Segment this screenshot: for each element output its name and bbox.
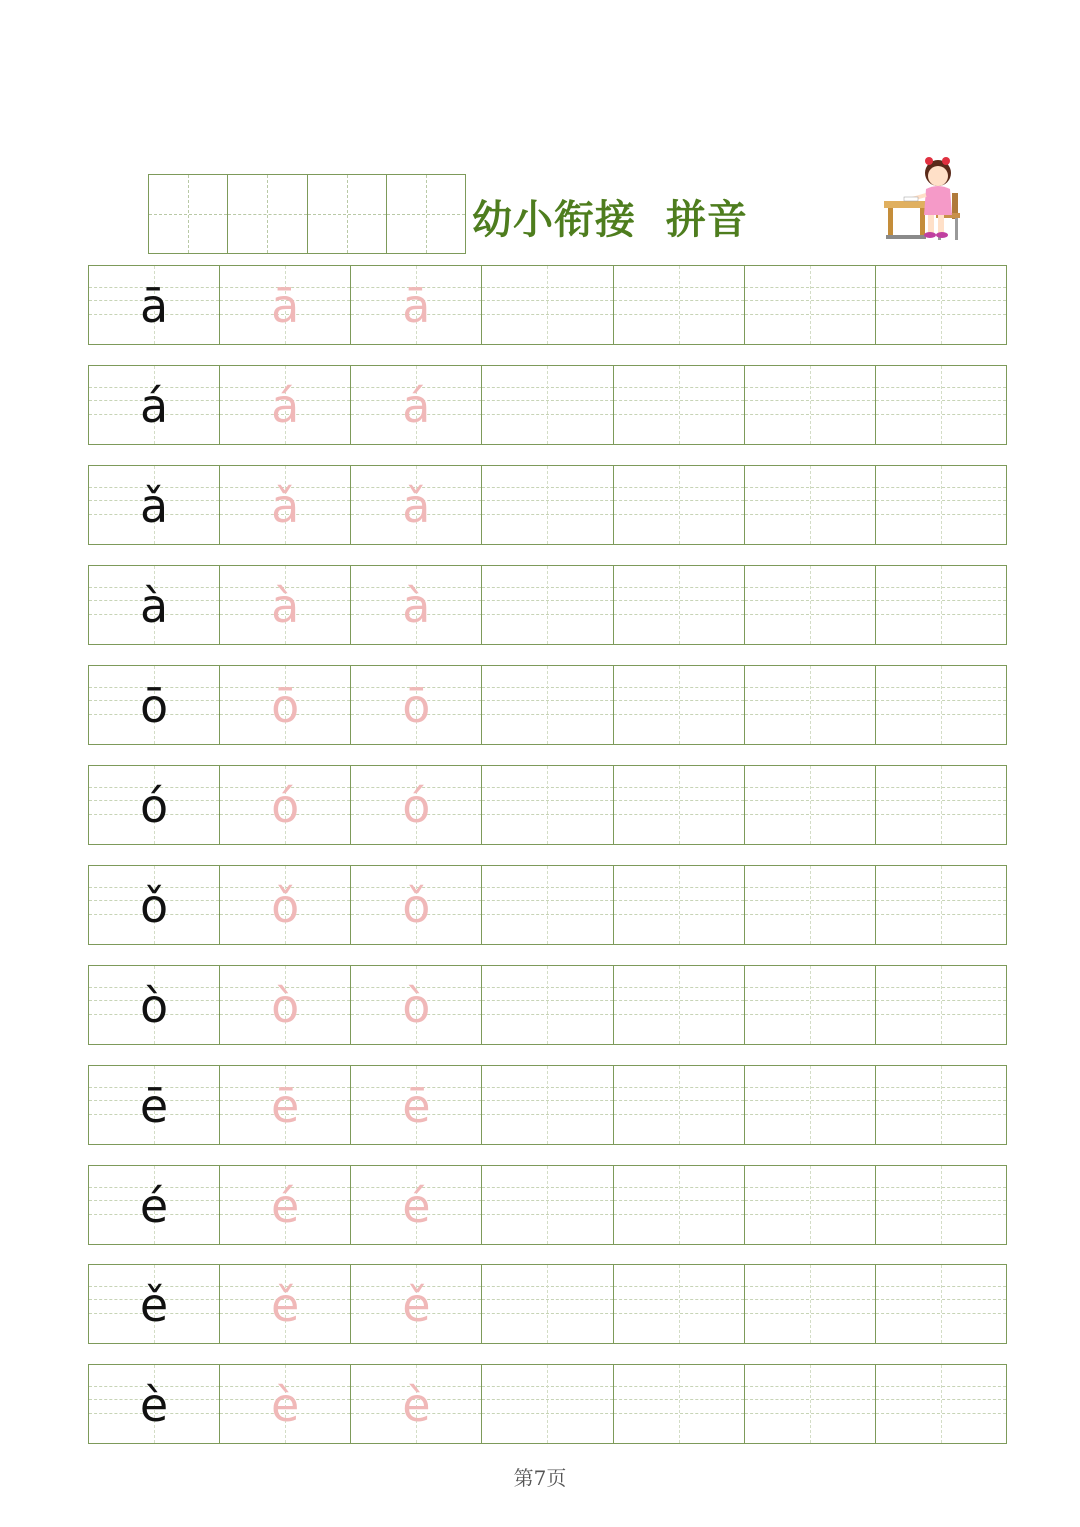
blank-writing-cell[interactable] [745,566,876,644]
model-letter: ā [139,279,169,333]
trace-cell [220,766,351,844]
blank-writing-cell[interactable] [876,966,1006,1044]
blank-writing-cell[interactable] [745,1265,876,1343]
model-cell [89,1265,220,1343]
blank-writing-cell[interactable] [876,766,1006,844]
blank-writing-cell[interactable] [745,666,876,744]
model-cell [89,566,220,644]
blank-writing-cell[interactable] [614,266,745,344]
blank-writing-cell[interactable] [614,566,745,644]
trace-letter: à [402,579,431,633]
blank-writing-cell[interactable] [614,466,745,544]
model-letter: é [139,1179,169,1233]
blank-writing-cell[interactable] [745,266,876,344]
model-letter: ǒ [139,879,169,933]
trace-letter: é [402,1179,431,1233]
trace-letter: ǎ [271,479,300,533]
blank-writing-cell[interactable] [614,666,745,744]
blank-writing-cell[interactable] [876,1365,1006,1443]
trace-cell [220,366,351,444]
trace-cell [220,1066,351,1144]
blank-writing-cell[interactable] [876,1066,1006,1144]
trace-cell [220,666,351,744]
blank-writing-cell[interactable] [745,866,876,944]
blank-writing-cell[interactable] [614,1365,745,1443]
trace-cell [351,1265,482,1343]
blank-writing-cell[interactable] [745,766,876,844]
blank-writing-cell[interactable] [482,966,613,1044]
practice-row [88,665,1007,745]
trace-cell [351,1365,482,1443]
name-box[interactable] [308,175,387,253]
page-title: 幼小衔接 拼音 [472,196,748,243]
blank-writing-cell[interactable] [876,466,1006,544]
trace-letter: ě [271,1278,300,1332]
trace-cell [351,366,482,444]
model-letter: ó [139,779,169,833]
practice-row [88,765,1007,845]
trace-cell [351,266,482,344]
name-box[interactable] [149,175,228,253]
blank-writing-cell[interactable] [482,1265,613,1343]
trace-letter: á [271,379,300,433]
trace-letter: ā [271,279,300,333]
trace-letter: è [402,1378,431,1432]
practice-row [88,865,1007,945]
blank-writing-cell[interactable] [614,1166,745,1244]
name-box[interactable] [387,175,465,253]
trace-cell [220,1265,351,1343]
trace-letter: ǎ [402,479,431,533]
practice-row [88,565,1007,645]
blank-writing-cell[interactable] [482,1166,613,1244]
trace-letter: è [271,1378,300,1432]
model-letter: ě [139,1278,169,1332]
trace-cell [351,466,482,544]
blank-writing-cell[interactable] [745,366,876,444]
trace-letter: ō [271,679,300,733]
model-letter: ō [139,679,169,733]
trace-cell [220,1166,351,1244]
blank-writing-cell[interactable] [482,766,613,844]
blank-writing-cell[interactable] [876,666,1006,744]
blank-writing-cell[interactable] [745,1365,876,1443]
model-letter: è [139,1378,169,1432]
blank-writing-cell[interactable] [614,1265,745,1343]
blank-writing-cell[interactable] [614,966,745,1044]
blank-writing-cell[interactable] [876,1265,1006,1343]
blank-writing-cell[interactable] [614,1066,745,1144]
trace-cell [351,1166,482,1244]
practice-row [88,465,1007,545]
trace-cell [351,866,482,944]
blank-writing-cell[interactable] [482,1066,613,1144]
blank-writing-cell[interactable] [482,666,613,744]
trace-letter: ō [402,679,431,733]
model-cell [89,266,220,344]
model-letter: à [139,579,169,633]
trace-letter: ě [402,1278,431,1332]
name-boxes [148,174,466,254]
model-cell [89,1166,220,1244]
trace-cell [351,1066,482,1144]
trace-cell [351,566,482,644]
practice-row [88,1165,1007,1245]
blank-writing-cell[interactable] [745,1166,876,1244]
blank-writing-cell[interactable] [745,466,876,544]
practice-row [88,1364,1007,1444]
blank-writing-cell[interactable] [745,1066,876,1144]
trace-letter: ò [402,979,431,1033]
model-letter: á [139,379,169,433]
practice-row [88,1264,1007,1344]
model-letter: ò [139,979,169,1033]
practice-row [88,1065,1007,1145]
model-cell [89,766,220,844]
blank-writing-cell[interactable] [614,366,745,444]
name-box[interactable] [228,175,307,253]
blank-writing-cell[interactable] [482,466,613,544]
trace-letter: ā [402,279,431,333]
practice-row [88,265,1007,345]
trace-letter: à [271,579,300,633]
trace-letter: ǒ [402,879,431,933]
blank-writing-cell[interactable] [482,566,613,644]
girl-writing-at-desk-icon [880,155,972,243]
trace-letter: é [271,1179,300,1233]
model-cell [89,1365,220,1443]
trace-cell [220,966,351,1044]
trace-cell [220,266,351,344]
trace-letter: ē [271,1079,300,1133]
trace-cell [351,966,482,1044]
practice-row [88,365,1007,445]
trace-cell [220,866,351,944]
model-cell [89,666,220,744]
trace-letter: ò [271,979,300,1033]
trace-letter: ó [402,779,431,833]
model-cell [89,1066,220,1144]
blank-writing-cell[interactable] [482,866,613,944]
trace-cell [220,1365,351,1443]
model-letter: ǎ [139,479,169,533]
trace-letter: ē [402,1079,431,1133]
model-cell [89,366,220,444]
trace-cell [220,566,351,644]
blank-writing-cell[interactable] [745,966,876,1044]
blank-writing-cell[interactable] [482,1365,613,1443]
model-cell [89,466,220,544]
trace-letter: ó [271,779,300,833]
blank-writing-cell[interactable] [482,266,613,344]
page-number: 第7页 [513,1466,567,1490]
blank-writing-cell[interactable] [614,766,745,844]
blank-writing-cell[interactable] [876,266,1006,344]
blank-writing-cell[interactable] [876,366,1006,444]
trace-cell [351,766,482,844]
blank-writing-cell[interactable] [614,866,745,944]
blank-writing-cell[interactable] [482,366,613,444]
blank-writing-cell[interactable] [876,1166,1006,1244]
blank-writing-cell[interactable] [876,566,1006,644]
model-cell [89,866,220,944]
model-letter: ē [139,1079,169,1133]
model-cell [89,966,220,1044]
practice-row [88,965,1007,1045]
trace-cell [220,466,351,544]
trace-cell [351,666,482,744]
trace-letter: ǒ [271,879,300,933]
trace-letter: á [402,379,431,433]
blank-writing-cell[interactable] [876,866,1006,944]
